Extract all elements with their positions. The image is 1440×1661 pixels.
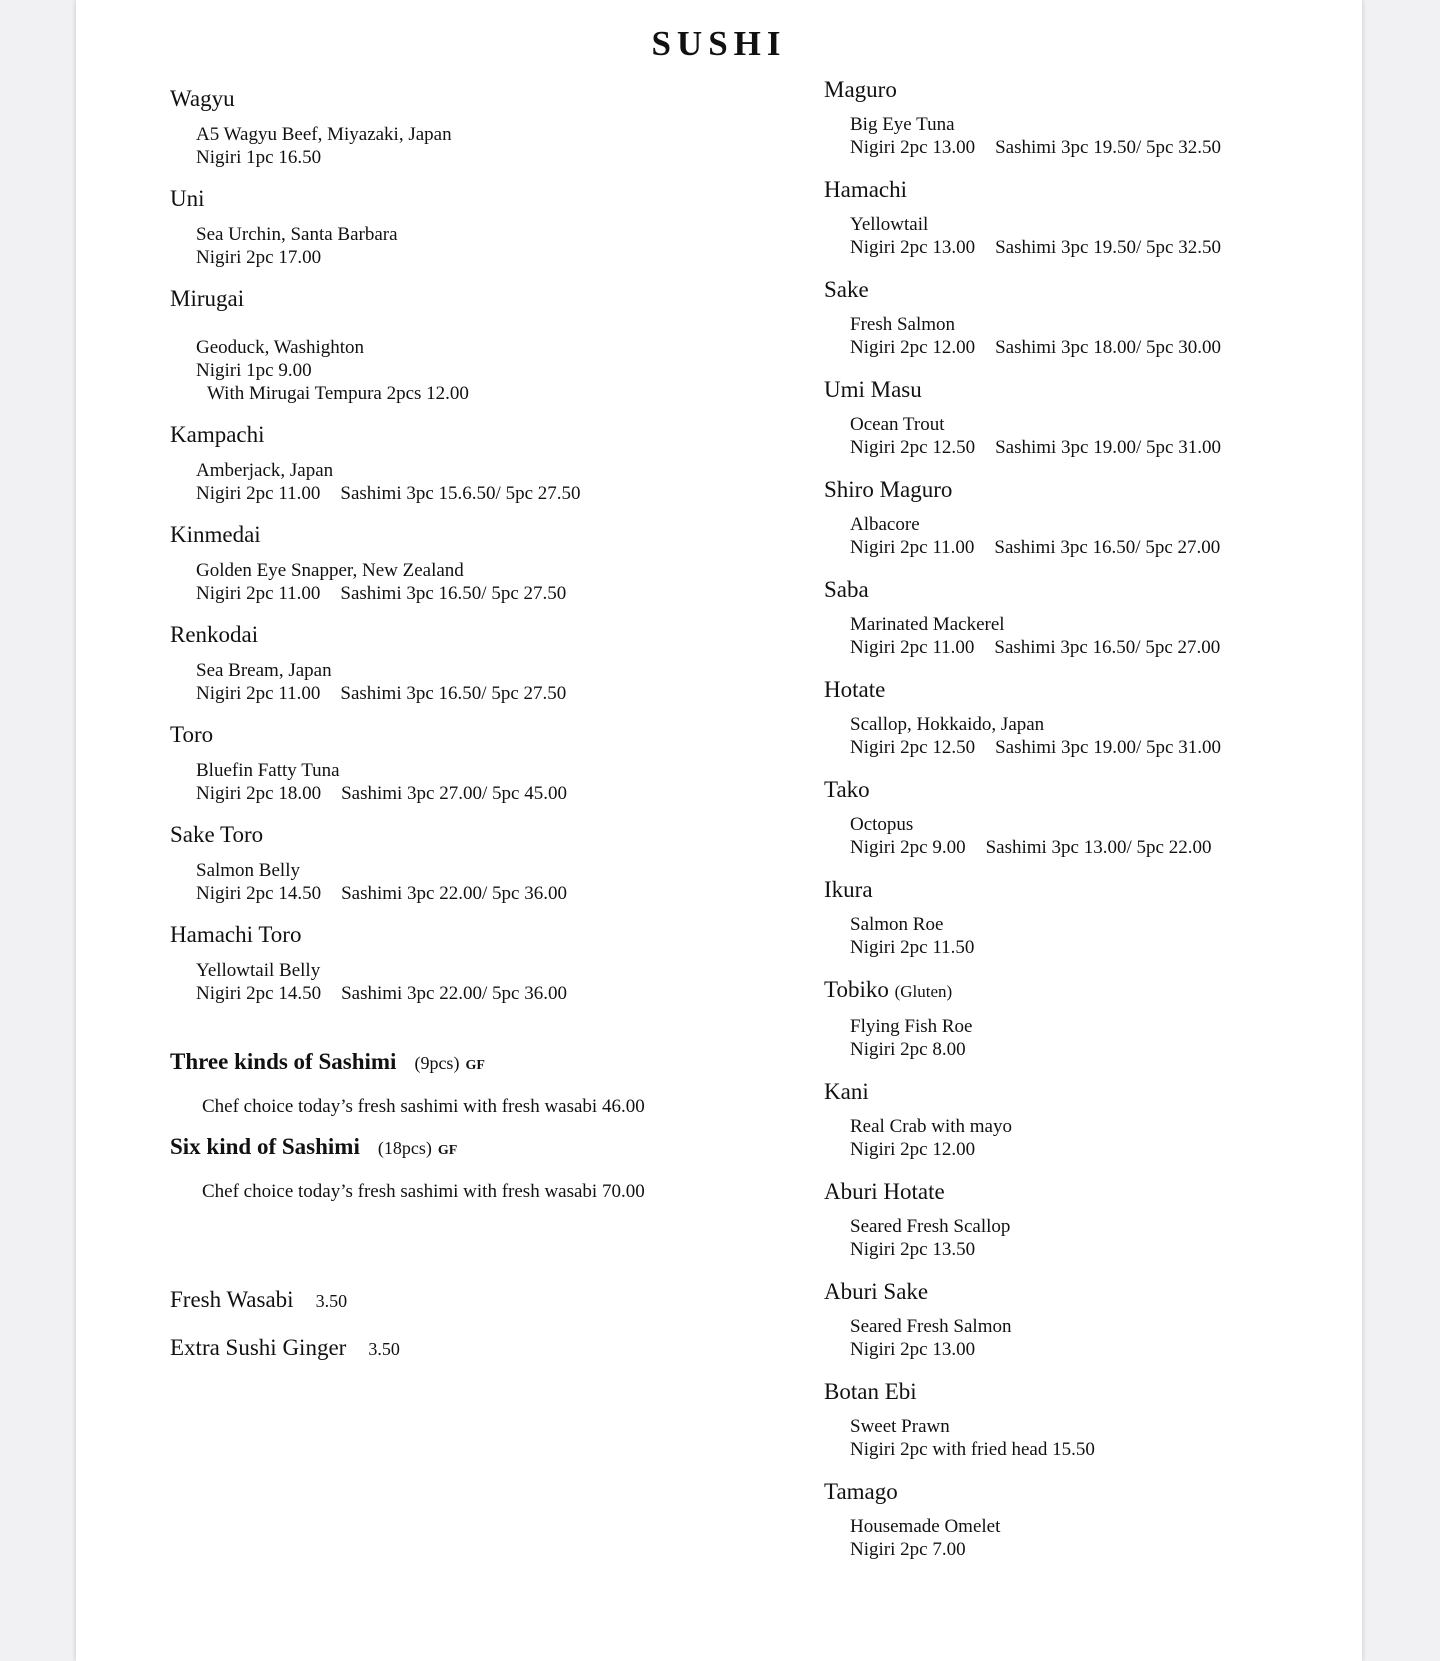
menu-item (170, 720, 790, 805)
sashimi-price: Sashimi 3pc 16.50/ 5pc 27.50 (340, 583, 567, 604)
menu-item-body (170, 223, 790, 269)
menu-item-body (824, 713, 1344, 759)
menu-item-title (824, 1077, 1344, 1107)
sashimi-price: Sashimi 3pc 16.50/ 5pc 27.00 (994, 637, 1221, 658)
nigiri-price: Nigiri 2pc 12.00 (850, 337, 976, 358)
menu-item-description: Real Crab with mayo (850, 1116, 1012, 1137)
menu-item-name: Uni (170, 186, 205, 211)
extra-price: 3.50 (315, 1291, 348, 1311)
nigiri-price: Nigiri 2pc 11.00 (196, 583, 321, 604)
nigiri-price: Nigiri 2pc 11.50 (850, 937, 975, 958)
menu-item-description: Sea Bream, Japan (196, 660, 332, 681)
extra-item (170, 1285, 790, 1316)
menu-item-prices (196, 482, 790, 505)
menu-item-body (824, 1215, 1344, 1261)
menu-item (824, 175, 1344, 259)
menu-item-title (170, 520, 790, 550)
menu-item-prices (850, 1438, 1344, 1461)
menu-item (824, 1277, 1344, 1361)
menu-item (824, 1477, 1344, 1561)
sashimi-price: Sashimi 3pc 19.50/ 5pc 32.50 (995, 137, 1221, 158)
menu-item-prices (196, 982, 790, 1005)
menu-item-title (824, 775, 1344, 805)
menu-item-name: Umi Masu (824, 377, 922, 402)
menu-item-name: Toro (170, 722, 214, 747)
menu-item-body (824, 1415, 1344, 1461)
sashimi-price: Sashimi 3pc 16.50/ 5pc 27.50 (340, 683, 567, 704)
nigiri-price: Nigiri 2pc 8.00 (850, 1039, 966, 1060)
menu-item-prices (850, 236, 1344, 259)
menu-item-description: Amberjack, Japan (196, 460, 334, 481)
menu-item-name: Kampachi (170, 422, 265, 447)
menu-item-body (824, 913, 1344, 959)
sashimi-price: Sashimi 3pc 16.50/ 5pc 27.00 (994, 537, 1221, 558)
menu-item-prices (196, 782, 790, 805)
nigiri-price: Nigiri 2pc 11.00 (196, 483, 321, 504)
combo-item (170, 1132, 790, 1203)
menu-item-body (824, 1515, 1344, 1561)
menu-item-description: Big Eye Tuna (850, 114, 955, 135)
nigiri-price: Nigiri 2pc 11.00 (196, 683, 321, 704)
left-item-list (170, 84, 790, 1005)
menu-item-prices (850, 136, 1344, 159)
sashimi-price: Sashimi 3pc 15.6.50/ 5pc 27.50 (340, 483, 581, 504)
menu-item-description: Flying Fish Roe (850, 1016, 973, 1037)
menu-item-description: Scallop, Hokkaido, Japan (850, 714, 1045, 735)
menu-item-description: Housemade Omelet (850, 1516, 1001, 1537)
menu-item-body (824, 113, 1344, 159)
menu-item (170, 184, 790, 269)
menu-item (824, 75, 1344, 159)
left-column (170, 84, 790, 1381)
menu-item-title (824, 1277, 1344, 1307)
right-item-list (824, 75, 1344, 1561)
menu-item-title (170, 84, 790, 114)
menu-item (824, 675, 1344, 759)
menu-item-description: Albacore (850, 514, 920, 535)
menu-item-description: Seared Fresh Scallop (850, 1216, 1011, 1237)
menu-item-title (170, 820, 790, 850)
menu-item (824, 875, 1344, 959)
gluten-free-tag: GF (465, 1058, 485, 1073)
sashimi-price: Sashimi 3pc 19.50/ 5pc 32.50 (995, 237, 1221, 258)
menu-item-description: Marinated Mackerel (850, 614, 1005, 635)
page-title: SUSHI (651, 24, 787, 63)
sashimi-price: Sashimi 3pc 19.00/ 5pc 31.00 (995, 737, 1221, 758)
menu-item-body (824, 813, 1344, 859)
menu-item (824, 1377, 1344, 1461)
menu-item-title (824, 575, 1344, 605)
nigiri-price: Nigiri 1pc 16.50 (196, 147, 322, 168)
sashimi-price: Sashimi 3pc 19.00/ 5pc 31.00 (995, 437, 1221, 458)
menu-item-prices (850, 536, 1344, 559)
gluten-free-tag: GF (437, 1143, 458, 1158)
menu-item-title (824, 1477, 1344, 1507)
menu-item-title (824, 675, 1344, 705)
menu-item-prices (850, 936, 1344, 959)
nigiri-price: Nigiri 2pc 11.00 (850, 637, 975, 658)
sashimi-price: Sashimi 3pc 27.00/ 5pc 45.00 (341, 783, 567, 804)
menu-item-name: Aburi Hotate (824, 1179, 945, 1204)
menu-item-name: Mirugai (170, 286, 245, 311)
menu-item (824, 475, 1344, 559)
nigiri-price: Nigiri 2pc 12.00 (850, 1139, 976, 1160)
menu-item-name: Ikura (824, 877, 873, 902)
menu-item-description: Sea Urchin, Santa Barbara (196, 224, 398, 245)
menu-item-prices (850, 1538, 1344, 1561)
menu-item-name: Hamachi Toro (170, 922, 302, 947)
combo-title: Three kinds of Sashimi (170, 1049, 397, 1074)
extra-item (170, 1333, 790, 1364)
menu-item-title (824, 475, 1344, 505)
menu-item-description: Sweet Prawn (850, 1416, 950, 1437)
menu-item-name: Tobiko (824, 977, 889, 1002)
menu-item-prices (850, 736, 1344, 759)
menu-item-body (170, 959, 790, 1005)
menu-item-name: Hamachi (824, 177, 908, 202)
menu-item-prices (196, 882, 790, 905)
menu-item-title (824, 975, 1344, 1007)
nigiri-price: Nigiri 1pc 9.00 (196, 360, 312, 381)
menu-item-description: Yellowtail Belly (196, 960, 321, 981)
menu-item-body (170, 659, 790, 705)
menu-item-name: Wagyu (170, 86, 235, 111)
extra-name: Fresh Wasabi (170, 1287, 294, 1312)
nigiri-price: Nigiri 2pc 17.00 (196, 247, 322, 268)
menu-item-name: Hotate (824, 677, 886, 702)
menu-item-body (824, 413, 1344, 459)
nigiri-price: Nigiri 2pc 12.50 (850, 437, 976, 458)
menu-item (170, 284, 790, 405)
menu-item-body (824, 513, 1344, 559)
menu-item-body (170, 859, 790, 905)
menu-item-prices (850, 836, 1344, 859)
menu-item (170, 620, 790, 705)
menu-item (170, 420, 790, 505)
combo-description: Chef choice today’s fresh sashimi with fresh wasabi 70.00 (202, 1181, 645, 1202)
menu-item-body (170, 459, 790, 505)
menu-page (76, 0, 1362, 1661)
menu-item-title (824, 1377, 1344, 1407)
menu-item-prices (850, 336, 1344, 359)
menu-item-note: (Gluten) (894, 982, 953, 1001)
menu-item (170, 84, 790, 169)
menu-item-description: Seared Fresh Salmon (850, 1316, 1012, 1337)
menu-item (824, 275, 1344, 359)
menu-item-title (170, 720, 790, 750)
menu-item-name: Shiro Maguro (824, 477, 953, 502)
menu-item-name: Saba (824, 577, 869, 602)
combo-pieces: (18pcs) (377, 1138, 432, 1158)
menu-item-body (824, 1315, 1344, 1361)
nigiri-price: Nigiri 2pc 13.50 (850, 1239, 976, 1260)
nigiri-price: Nigiri 2pc 9.00 (850, 837, 966, 858)
tempura-option: With Mirugai Tempura 2pcs 12.00 (207, 383, 469, 404)
sashimi-price: Sashimi 3pc 22.00/ 5pc 36.00 (341, 983, 567, 1004)
menu-item-description: Salmon Roe (850, 914, 944, 935)
menu-item-name: Kinmedai (170, 522, 261, 547)
menu-item-prices (850, 1338, 1344, 1361)
menu-item-title (824, 75, 1344, 105)
sashimi-price: Sashimi 3pc 18.00/ 5pc 30.00 (995, 337, 1221, 358)
menu-item (824, 1077, 1344, 1161)
nigiri-price: Nigiri 2pc 14.50 (196, 883, 322, 904)
menu-item-name: Maguro (824, 77, 897, 102)
menu-item-name: Sake Toro (170, 822, 264, 847)
sashimi-combos (170, 1047, 790, 1203)
menu-item (824, 575, 1344, 659)
menu-item-prices (196, 359, 790, 382)
menu-item-description: Ocean Trout (850, 414, 945, 435)
menu-item (170, 520, 790, 605)
menu-item-name: Botan Ebi (824, 1379, 917, 1404)
nigiri-price: Nigiri 2pc 12.50 (850, 737, 976, 758)
menu-item (170, 820, 790, 905)
menu-item-body (170, 559, 790, 605)
combo-title: Six kind of Sashimi (170, 1134, 360, 1159)
sashimi-price: Sashimi 3pc 22.00/ 5pc 36.00 (341, 883, 567, 904)
menu-item-description: Salmon Belly (196, 860, 300, 881)
nigiri-price: Nigiri 2pc with fried head 15.50 (850, 1439, 1095, 1460)
menu-item (824, 1177, 1344, 1261)
menu-item-name: Tako (824, 777, 870, 802)
menu-item-description: A5 Wagyu Beef, Miyazaki, Japan (196, 124, 452, 145)
menu-item-prices (196, 246, 790, 269)
menu-item-title (824, 375, 1344, 405)
menu-item-body (170, 759, 790, 805)
menu-item-name: Tamago (824, 1479, 898, 1504)
menu-item-name: Aburi Sake (824, 1279, 929, 1304)
menu-item-prices (850, 1138, 1344, 1161)
nigiri-price: Nigiri 2pc 14.50 (196, 983, 322, 1004)
menu-item (824, 975, 1344, 1061)
menu-item-name: Sake (824, 277, 869, 302)
menu-item-prices (850, 636, 1344, 659)
menu-item-body (824, 1115, 1344, 1161)
menu-item-prices (850, 1238, 1344, 1261)
sashimi-price: Sashimi 3pc 13.00/ 5pc 22.00 (985, 837, 1212, 858)
menu-item-prices (196, 146, 790, 169)
nigiri-price: Nigiri 2pc 11.00 (850, 537, 975, 558)
menu-item-body (824, 613, 1344, 659)
menu-item-prices (850, 1038, 1344, 1061)
nigiri-price: Nigiri 2pc 7.00 (850, 1539, 966, 1560)
nigiri-price: Nigiri 2pc 13.00 (850, 237, 976, 258)
menu-item-title (824, 175, 1344, 205)
menu-item-body (824, 213, 1344, 259)
menu-item-title (170, 284, 790, 314)
extra-name: Extra Sushi Ginger (170, 1335, 347, 1360)
menu-item-prices (850, 436, 1344, 459)
menu-item-title (170, 620, 790, 650)
menu-item-description: Geoduck, Washighton (196, 337, 365, 358)
menu-item-description: Fresh Salmon (850, 314, 956, 335)
menu-item-description: Yellowtail (850, 214, 929, 235)
menu-item-body (824, 313, 1344, 359)
menu-item-title (824, 875, 1344, 905)
menu-item (824, 775, 1344, 859)
menu-item-body (824, 1015, 1344, 1061)
menu-item-body (170, 123, 790, 169)
menu-item-prices (196, 682, 790, 705)
menu-item-name: Kani (824, 1079, 869, 1104)
menu-item-description: Golden Eye Snapper, New Zealand (196, 560, 464, 581)
menu-item-body (170, 336, 790, 405)
menu-item-name: Renkodai (170, 622, 259, 647)
menu-item (170, 920, 790, 1005)
nigiri-price: Nigiri 2pc 13.00 (850, 137, 976, 158)
menu-item-title (170, 420, 790, 450)
menu-item-description: Octopus (850, 814, 914, 835)
right-column (824, 75, 1344, 1577)
extra-price: 3.50 (368, 1339, 400, 1359)
menu-item-prices (196, 582, 790, 605)
menu-item (824, 375, 1344, 459)
nigiri-price: Nigiri 2pc 18.00 (196, 783, 322, 804)
menu-item-title (170, 184, 790, 214)
nigiri-price: Nigiri 2pc 13.00 (850, 1339, 976, 1360)
menu-item-title (170, 920, 790, 950)
combo-description: Chef choice today’s fresh sashimi with fresh wasabi 46.00 (202, 1096, 645, 1117)
combo-pieces: (9pcs) (414, 1053, 460, 1073)
menu-item-title (824, 1177, 1344, 1207)
menu-item-title (824, 275, 1344, 305)
extras-list (170, 1285, 790, 1364)
menu-item-description: Bluefin Fatty Tuna (196, 760, 340, 781)
combo-item (170, 1047, 790, 1118)
